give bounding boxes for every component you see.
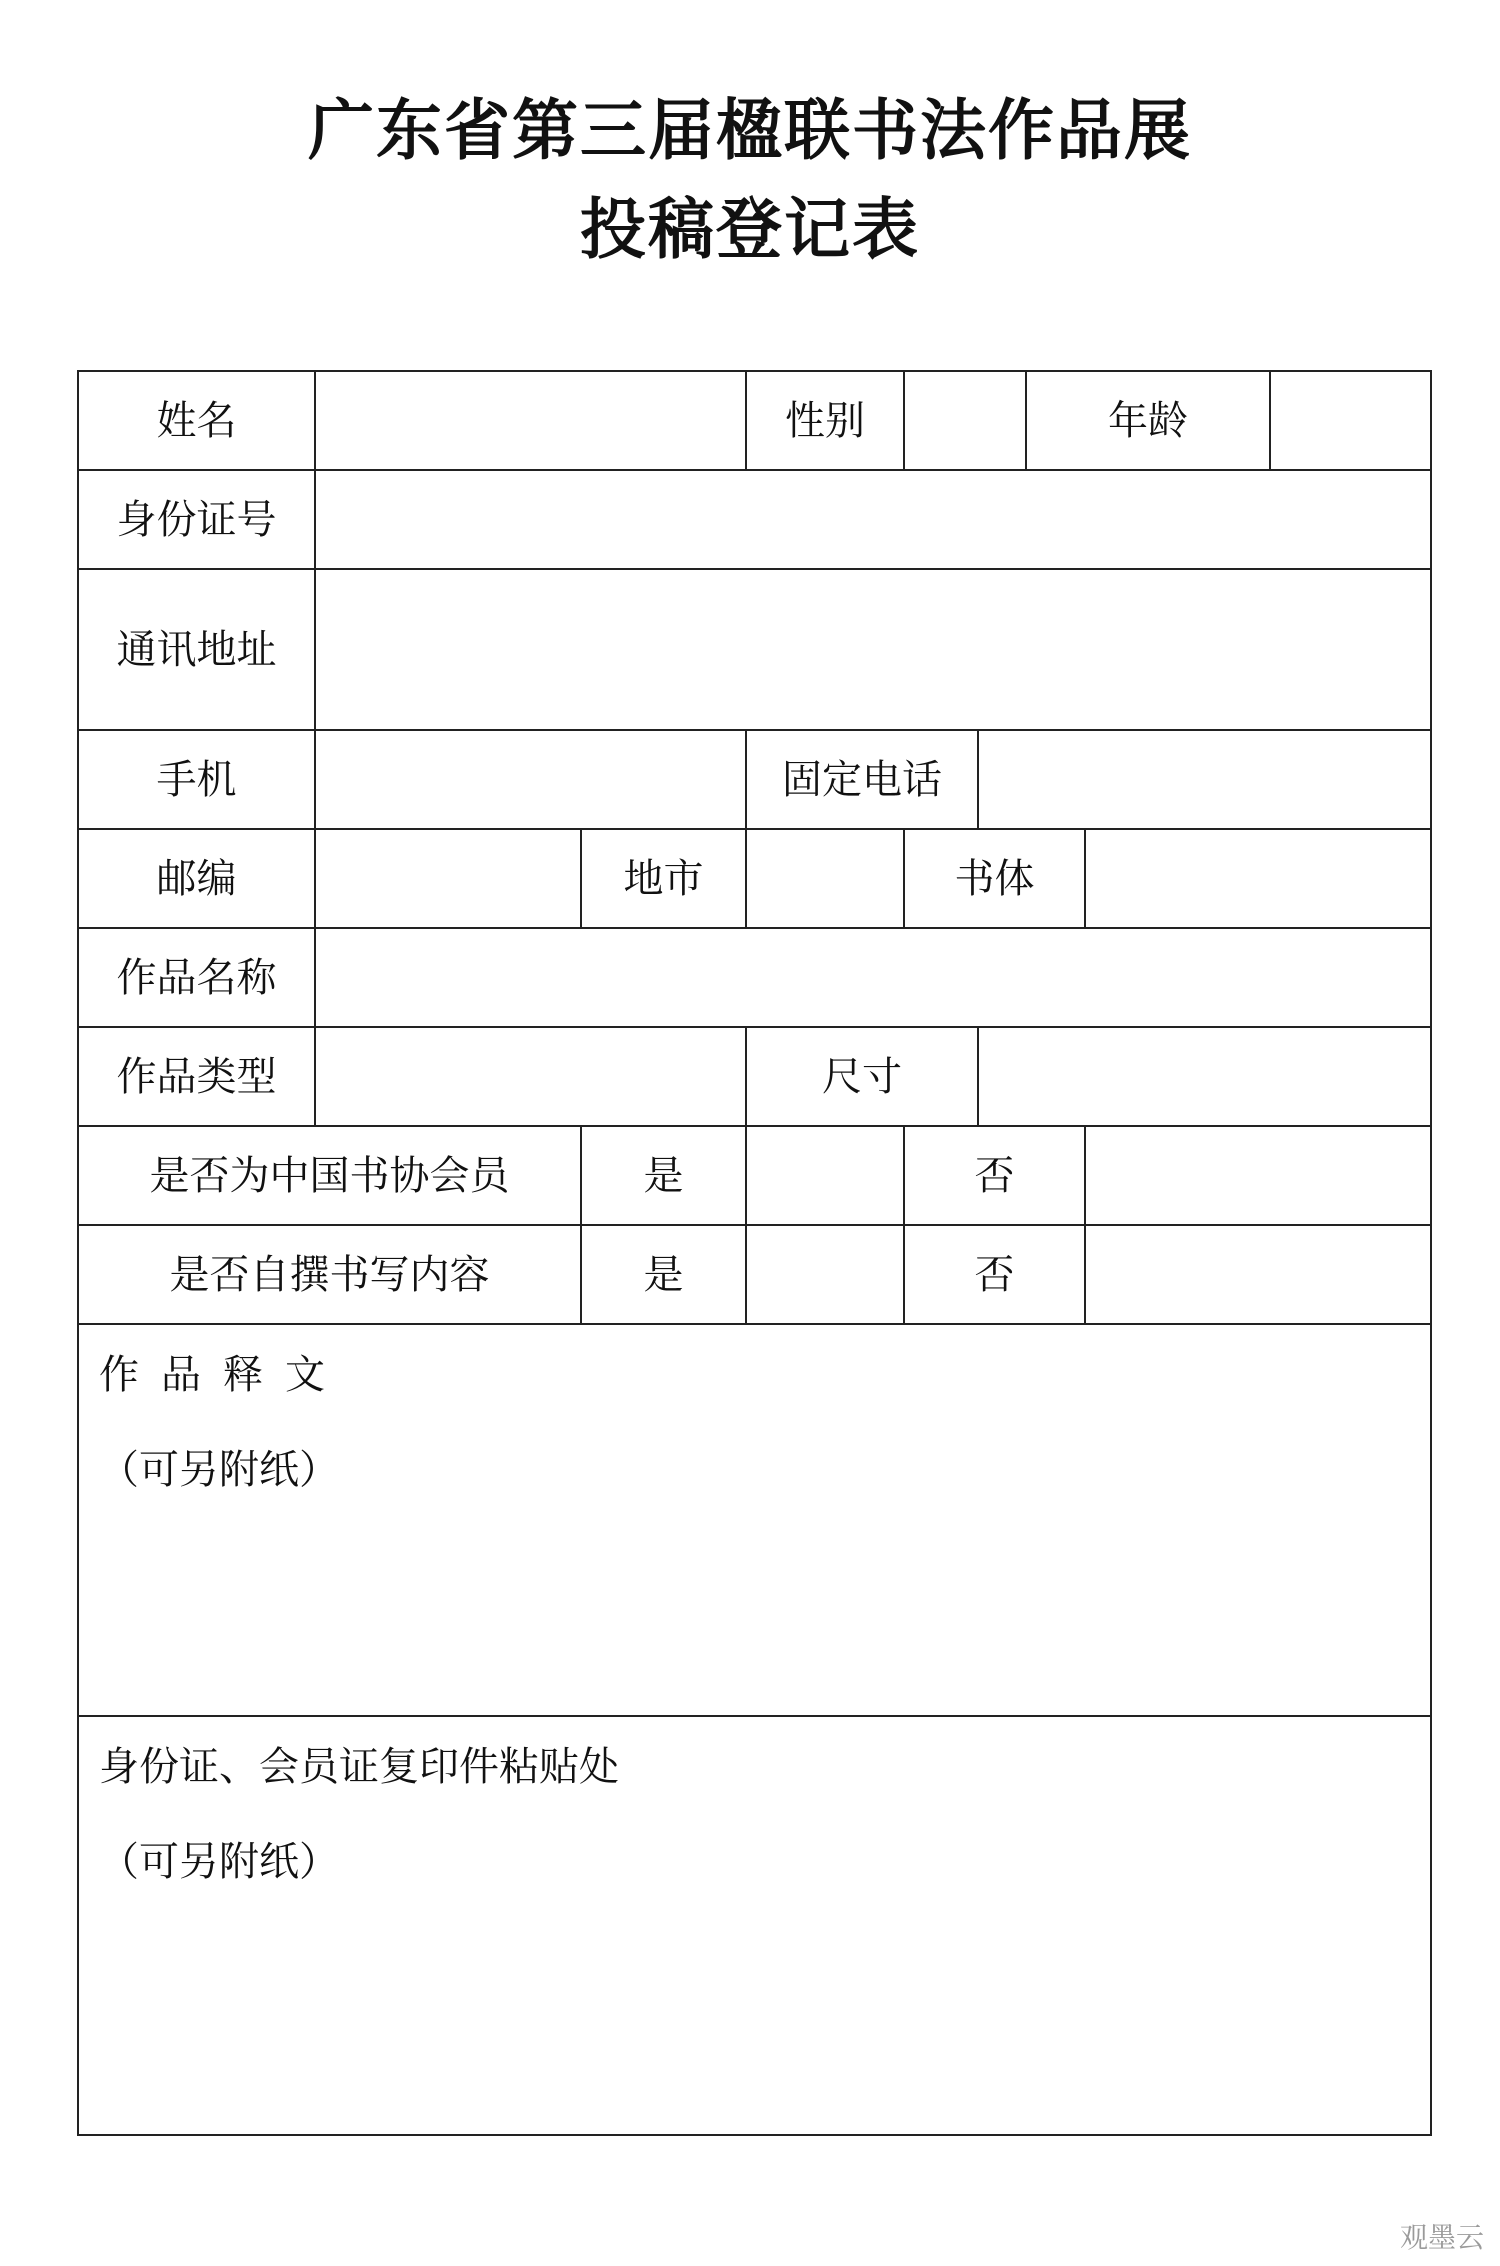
self-no-field[interactable]: [1085, 1225, 1431, 1324]
self-yes-field[interactable]: [746, 1225, 904, 1324]
id-number-label: 身份证号: [78, 470, 315, 569]
age-label: 年龄: [1026, 371, 1270, 470]
id-copy-label: 身份证、会员证复印件粘贴处: [99, 1744, 619, 1790]
row-postcode-city-script: [78, 829, 1431, 928]
member-yes-label: 是: [581, 1126, 746, 1225]
size-label: 尺寸: [746, 1027, 978, 1126]
row-transcription: [78, 1324, 1431, 1716]
is-self-composed-label: 是否自撰书写内容: [78, 1225, 581, 1324]
address-label: 通讯地址: [78, 569, 315, 730]
row-work-type-size: [78, 1027, 1431, 1126]
name-field[interactable]: [315, 371, 746, 470]
name-label: 姓名: [78, 371, 315, 470]
address-field[interactable]: [315, 569, 1431, 730]
row-id-copy: [78, 1716, 1431, 2135]
gender-field[interactable]: [904, 371, 1026, 470]
transcription-attach-note: （可另附纸）: [99, 1447, 339, 1493]
mobile-field[interactable]: [315, 730, 746, 829]
row-work-title: [78, 928, 1431, 1027]
self-yes-label: 是: [581, 1225, 746, 1324]
transcription-label: 作品释文: [99, 1352, 347, 1398]
work-title-field[interactable]: [315, 928, 1431, 1027]
landline-label: 固定电话: [746, 730, 978, 829]
transcription-area[interactable]: [78, 1324, 1431, 1716]
row-phone: [78, 730, 1431, 829]
landline-field[interactable]: [978, 730, 1431, 829]
city-label: 地市: [581, 829, 746, 928]
form-title: 广东省第三届楹联书法作品展: [308, 91, 1192, 169]
member-yes-field[interactable]: [746, 1126, 904, 1225]
city-field[interactable]: [746, 829, 904, 928]
postcode-field[interactable]: [315, 829, 581, 928]
size-field[interactable]: [978, 1027, 1431, 1126]
row-name-gender-age: [78, 371, 1431, 470]
script-style-field[interactable]: [1085, 829, 1431, 928]
mobile-label: 手机: [78, 730, 315, 829]
row-self-composed: [78, 1225, 1431, 1324]
row-member: [78, 1126, 1431, 1225]
registration-form-table: [77, 370, 1432, 2136]
id-number-field[interactable]: [315, 470, 1431, 569]
work-type-label: 作品类型: [78, 1027, 315, 1126]
row-id-number: [78, 470, 1431, 569]
self-no-label: 否: [904, 1225, 1085, 1324]
is-member-label: 是否为中国书协会员: [78, 1126, 581, 1225]
watermark-logo: 观墨云: [1399, 2221, 1484, 2254]
row-address: [78, 569, 1431, 730]
script-style-label: 书体: [904, 829, 1085, 928]
id-copy-attach-note: （可另附纸）: [99, 1839, 339, 1885]
member-no-label: 否: [904, 1126, 1085, 1225]
work-title-label: 作品名称: [78, 928, 315, 1027]
id-copy-area[interactable]: [78, 1716, 1431, 2135]
age-field[interactable]: [1270, 371, 1431, 470]
form-subtitle: 投稿登记表: [580, 190, 920, 268]
work-type-field[interactable]: [315, 1027, 746, 1126]
member-no-field[interactable]: [1085, 1126, 1431, 1225]
gender-label: 性别: [746, 371, 904, 470]
postcode-label: 邮编: [78, 829, 315, 928]
